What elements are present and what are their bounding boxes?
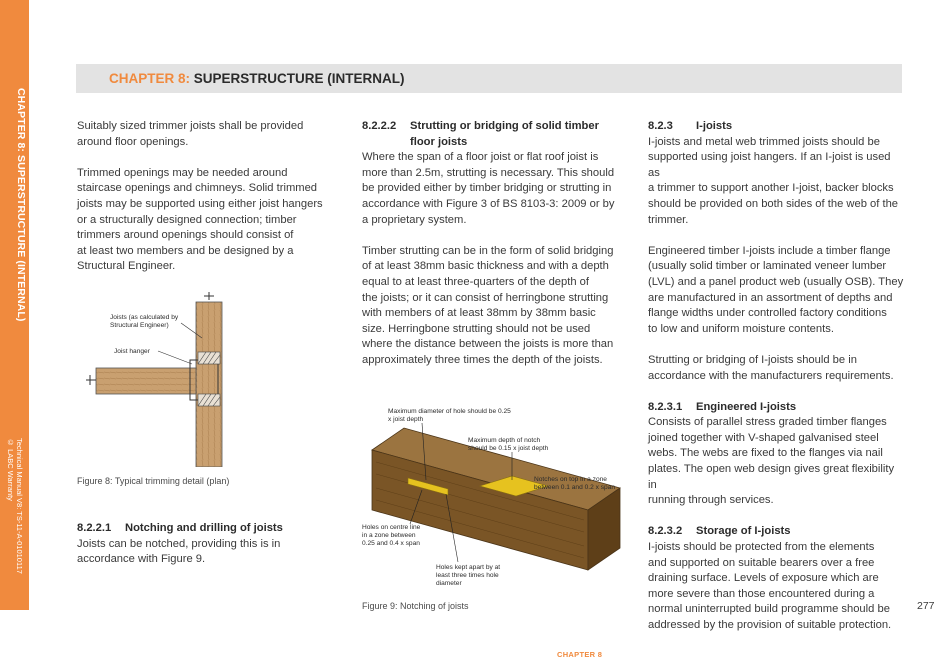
paragraph-ijoists xyxy=(648,135,904,229)
text-line: (usually solid timber or laminated veneer lumber xyxy=(648,260,887,273)
column-1 xyxy=(77,119,327,275)
label-hole-max: Maximum diameter of hole should be 0.25 xyxy=(388,408,511,415)
heading-number: 8.2.3.1 xyxy=(648,400,683,413)
chapter-header xyxy=(76,64,902,93)
sidebar-manual-id: Technical Manual V8: TS-11-A-01010117 xyxy=(15,438,24,574)
text-line: are manufactured in an assortment of depths and xyxy=(648,291,893,304)
text-line: Timber strutting can be in the form of solid bridging xyxy=(362,244,614,257)
text-line: or a structurally designed connection; timber xyxy=(77,213,297,226)
sidebar-manual-ref xyxy=(6,438,24,574)
label-holes-apart: Holes kept apart by at xyxy=(436,564,501,571)
paragraph-engineered xyxy=(648,244,904,338)
text-line: supported using joist hangers. If an I-joist is used as xyxy=(648,151,891,179)
text-line: more severe than those encountered during a xyxy=(648,587,875,600)
figure-9-caption: Figure 9: Notching of joists xyxy=(362,601,469,611)
section-8-2-2-1 xyxy=(77,521,327,568)
text-line: equal to at least three-quarters of the depth of xyxy=(362,275,590,288)
heading-ijoists xyxy=(648,119,904,135)
text-line: Consists of parallel stress graded timber flanges xyxy=(648,416,887,429)
paragraph-trimmer xyxy=(77,119,327,150)
text-line: webs. The webs are fixed to the flanges via nail xyxy=(648,447,883,460)
text-line: Engineered timber I-joists include a timber flange xyxy=(648,244,891,257)
text-line: plates. The open web design gives great flexibility in xyxy=(648,463,895,491)
text-line: be provided either by timber bridging or strutting in xyxy=(362,182,612,195)
text-line: and supported on suitable bearers over a free xyxy=(648,556,875,569)
heading-engineered-ijoists xyxy=(648,400,904,416)
text-line: joists may be supported using either joist hangers xyxy=(77,197,323,210)
heading-number: 8.2.2.2 xyxy=(362,120,397,132)
chapter-title: SUPERSTRUCTURE (INTERNAL) xyxy=(193,71,405,86)
sidebar-chapter-title: CHAPTER 8: SUPERSTRUCTURE (INTERNAL) xyxy=(15,88,27,322)
heading-number: 8.2.3.2 xyxy=(648,525,683,538)
heading-strutting-2: floor joists xyxy=(410,135,468,148)
text-line: I-joists and metal web trimmed joists should be xyxy=(648,135,880,148)
label-notch-max-2: should be 0.15 x joist depth xyxy=(468,445,549,452)
heading-storage xyxy=(648,524,904,540)
label-holes-centre-2: in a zone between xyxy=(362,532,416,539)
text-line: normal uninterrupted build programme should be xyxy=(648,603,890,616)
heading-title: Storage of I-joists xyxy=(696,525,791,538)
label-notch-max: Maximum depth of notch xyxy=(468,437,541,444)
label-joists-2: Structural Engineer) xyxy=(110,322,169,329)
heading-number: 8.2.3 xyxy=(648,120,673,132)
label-holes-centre-3: 0.25 and 0.4 x span xyxy=(362,540,420,547)
text-line: trimmer. xyxy=(648,213,689,226)
text-line: Suitably sized trimmer joists shall be provided xyxy=(77,120,304,132)
text-line: with members of at least 38mm by 38mm basic xyxy=(362,307,596,320)
text-line: Trimmed openings may be needed around xyxy=(77,166,288,179)
sidebar-copyright: © LABC Warranty xyxy=(6,438,15,501)
text-line: running through services. xyxy=(648,494,774,507)
text-line: approximately three times the depth of the joists. xyxy=(362,353,603,366)
text-line: staircase openings and chimneys. Solid trimmed xyxy=(77,182,318,195)
text-line: Structural Engineer. xyxy=(77,260,176,273)
text-line: I-joists should be protected from the elements xyxy=(648,541,875,554)
text-line: of at least 38mm basic thickness and with a depth xyxy=(362,260,609,273)
figure-8-trimming-detail xyxy=(86,292,336,467)
text-line: joined together with V-shaped galvanised steel xyxy=(648,431,879,444)
text-line: addressed by the provision of suitable protection. xyxy=(648,619,892,631)
text-line: Joists can be notched, providing this is in xyxy=(77,537,281,550)
heading-strutting xyxy=(362,119,620,135)
trimmed-joist-horizontal xyxy=(96,368,196,394)
label-holes-centre: Holes on centre line xyxy=(362,524,421,531)
label-notch-top-2: between 0.1 and 0.2 x span xyxy=(534,484,616,491)
paragraph-trimmed-openings xyxy=(77,166,327,275)
text-line: Strutting or bridging of I-joists should be in xyxy=(648,353,857,366)
figure-8-caption: Figure 8: Typical trimming detail (plan) xyxy=(77,476,230,486)
page-number: 277 xyxy=(917,600,935,612)
column-3 xyxy=(648,119,904,634)
text-line: Where the span of a floor joist or flat roof joist is xyxy=(362,151,599,164)
heading-notching xyxy=(77,521,327,537)
text-line: trimmers around openings should consist of xyxy=(77,229,294,242)
label-holes-apart-3: diameter xyxy=(436,580,462,587)
text-line: size. Herringbone strutting should not be used xyxy=(362,322,591,335)
figure-9-notching xyxy=(362,402,632,598)
text-line: at least two members and be designed by a xyxy=(77,244,294,257)
chapter-sidebar xyxy=(0,0,29,610)
text-line: flange widths under controlled factory conditions xyxy=(648,307,887,320)
text-line: accordance with Figure 3 of BS 8103-3: 2009 or by xyxy=(362,197,615,210)
heading-number: 8.2.2.1 xyxy=(77,522,112,534)
paragraph-strutting-ijoists xyxy=(648,353,904,384)
paragraph-span xyxy=(362,150,620,228)
paragraph-flanges xyxy=(648,415,904,509)
page-title xyxy=(109,71,405,86)
paragraph-storage xyxy=(648,540,904,634)
text-line: accordance with the manufacturers requirements. xyxy=(648,369,894,382)
heading-title: Strutting or bridging of solid timber xyxy=(410,120,599,132)
paragraph-notching xyxy=(77,537,327,568)
text-line: a trimmer to support another I-joist, backer blocks xyxy=(648,182,894,195)
chapter-number: CHAPTER 8: xyxy=(109,71,191,86)
text-line: around floor openings. xyxy=(77,135,189,148)
text-line: should be provided on both sides of the web of the xyxy=(648,197,899,210)
footer-chapter: CHAPTER 8 xyxy=(557,650,603,659)
text-line: draining surface. Levels of exposure which are xyxy=(648,572,879,585)
label-joists: Joists (as calculated by xyxy=(110,314,179,321)
text-line: a proprietary system. xyxy=(362,213,467,226)
text-line: accordance with Figure 9. xyxy=(77,553,206,566)
text-line: where the distance between the joists is more than xyxy=(362,338,614,351)
heading-title: Notching and drilling of joists xyxy=(125,522,283,534)
text-line: the joists; or it can consist of herringbone strutting xyxy=(362,291,609,304)
text-line: to low and uniform moisture contents. xyxy=(648,322,834,335)
label-notch-top: Notches on top in a zone xyxy=(534,476,607,483)
label-holes-apart-2: least three times hole xyxy=(436,572,499,579)
text-line: (LVL) and a panel product web (usually OSB). They xyxy=(648,275,904,288)
heading-title: Engineered I-joists xyxy=(696,400,797,413)
column-2 xyxy=(362,119,620,369)
paragraph-strutting-form xyxy=(362,244,620,369)
label-hole-max-2: x joist depth xyxy=(388,416,424,423)
label-joist-hanger: Joist hanger xyxy=(114,348,150,355)
text-line: more than 2.5m, strutting is necessary. This should xyxy=(362,166,615,179)
heading-title: I-joists xyxy=(696,120,733,132)
